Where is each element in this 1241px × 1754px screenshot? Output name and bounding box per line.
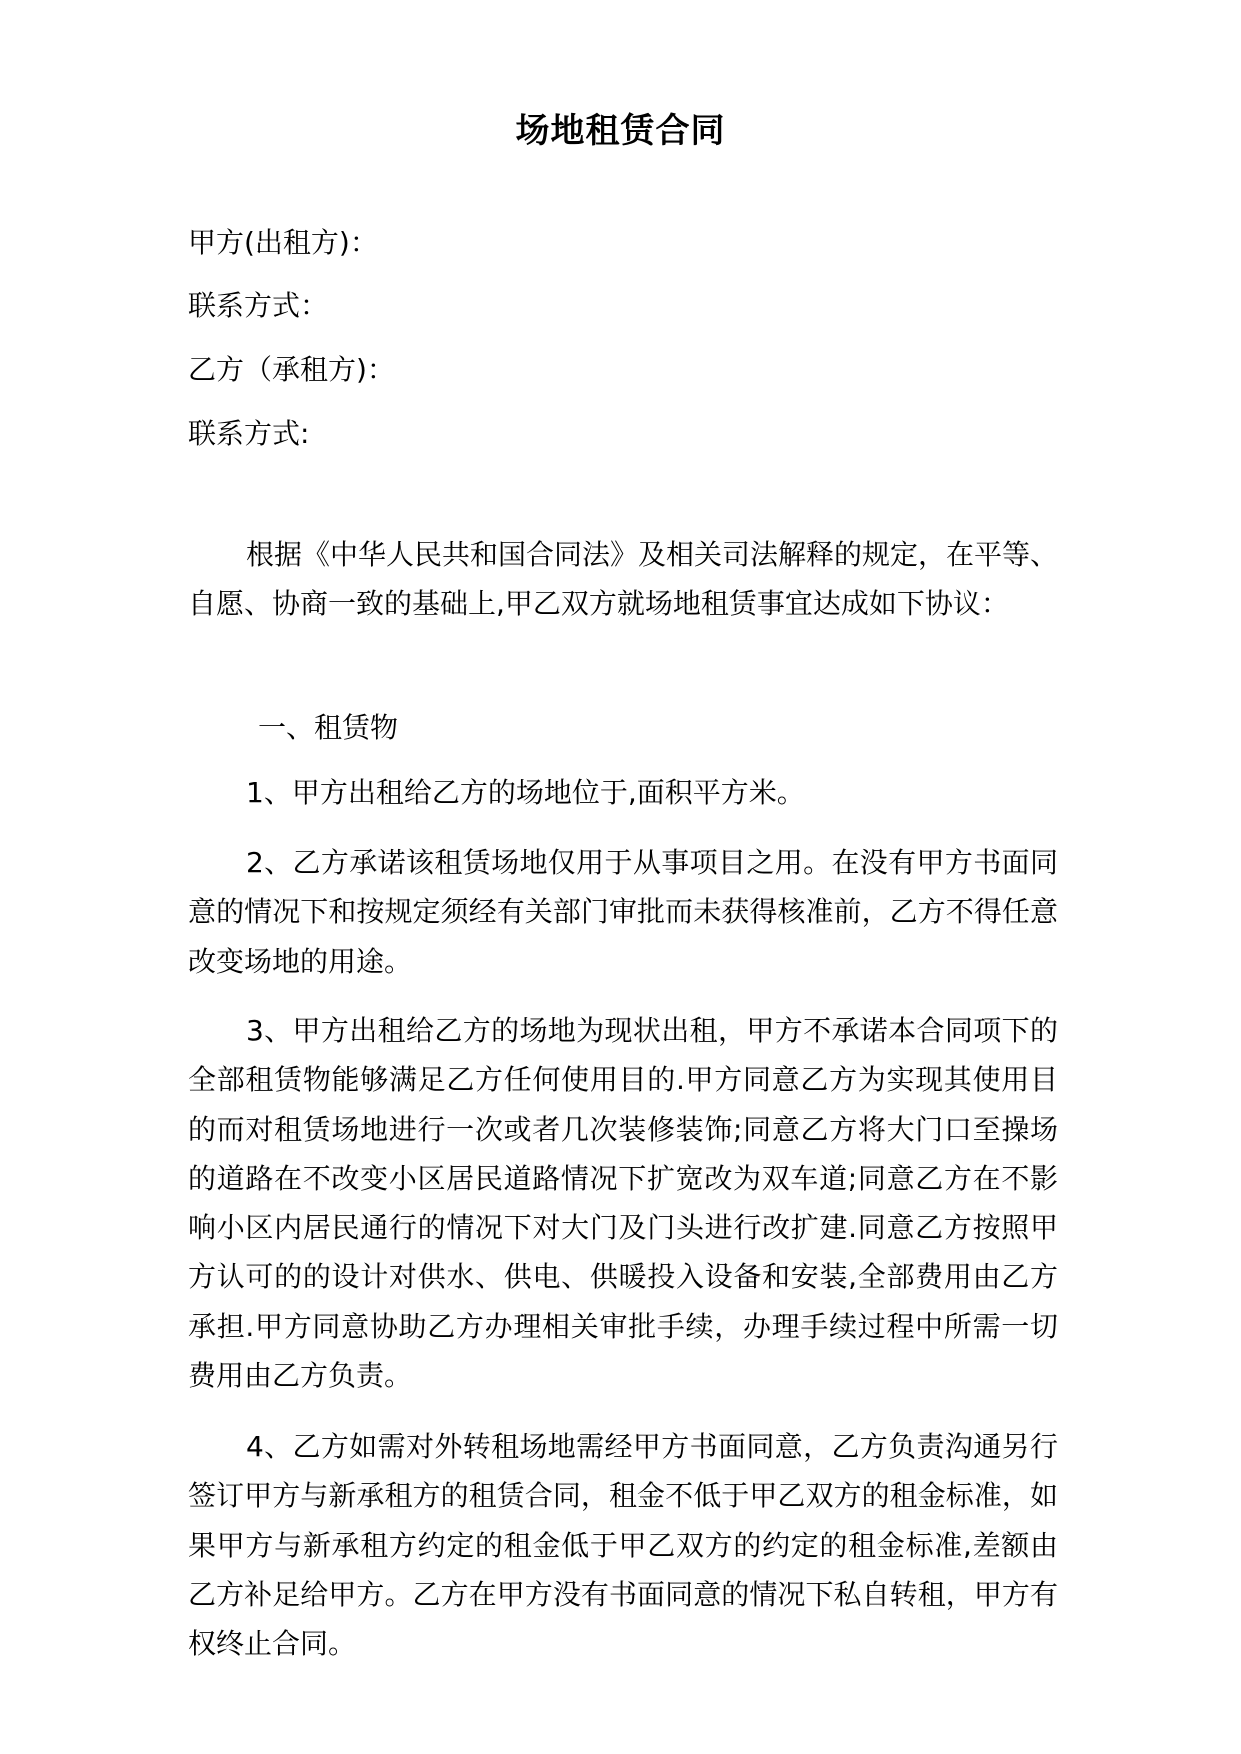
party-b-label: 乙方（承租方)： [188, 353, 395, 386]
clause-1-paragraph: 1、甲方出租给乙方的场地位于,面积平方米。 [246, 776, 805, 809]
clause-4-paragraph: 4、乙方如需对外转租场地需经甲方书面同意，乙方负责沟通另行签订甲方与新承租方的租赁合同，租金不低于甲乙双方的租金标准，如果甲方与新承租方约定的租金低于甲乙双方的约定的租金标准,差额由乙方补足给甲方。乙方在甲方没有书面同意的情况下私自转租，甲方有权终止合同。 [188, 1430, 1058, 1661]
document-title: 场地租赁合同 [515, 111, 726, 151]
clause-3-paragraph: 3、甲方出租给乙方的场地为现状出租，甲方不承诺本合同项下的全部租赁物能够满足乙方任何使用目的.甲方同意乙方为实现其使用目的而对租赁场地进行一次或者几次装修装饰;同意乙方将大门口至操场的道路在不改变小区居民道路情况下扩宽改为双车道;同意乙方在不影响小区内居民通行的情况下对大门及门头进行改扩建.同意乙方按照甲方认可的的设计对供水、供电、供暖投入设备和安装,全部费用由乙方承担.甲方同意协助乙方办理相关审批手续，办理手续过程中所需一切费用由乙方负责。 [188, 1014, 1058, 1393]
party-b-contact: 联系方式: [188, 417, 310, 450]
clause-2-paragraph: 2、乙方承诺该租赁场地仅用于从事项目之用。在没有甲方书面同意的情况下和按规定须经有关部门审批而未获得核准前，乙方不得任意改变场地的用途。 [188, 846, 1058, 978]
party-a-contact: 联系方式： [188, 289, 329, 322]
preamble-paragraph: 根据《中华人民共和国合同法》及相关司法解释的规定，在平等、自愿、协商一致的基础上,甲乙双方就场地租赁事宜达成如下协议： [188, 538, 1059, 621]
party-a-label: 甲方(出租方)： [188, 226, 378, 259]
section-heading-lease-object: 一、租赁物 [258, 711, 399, 744]
